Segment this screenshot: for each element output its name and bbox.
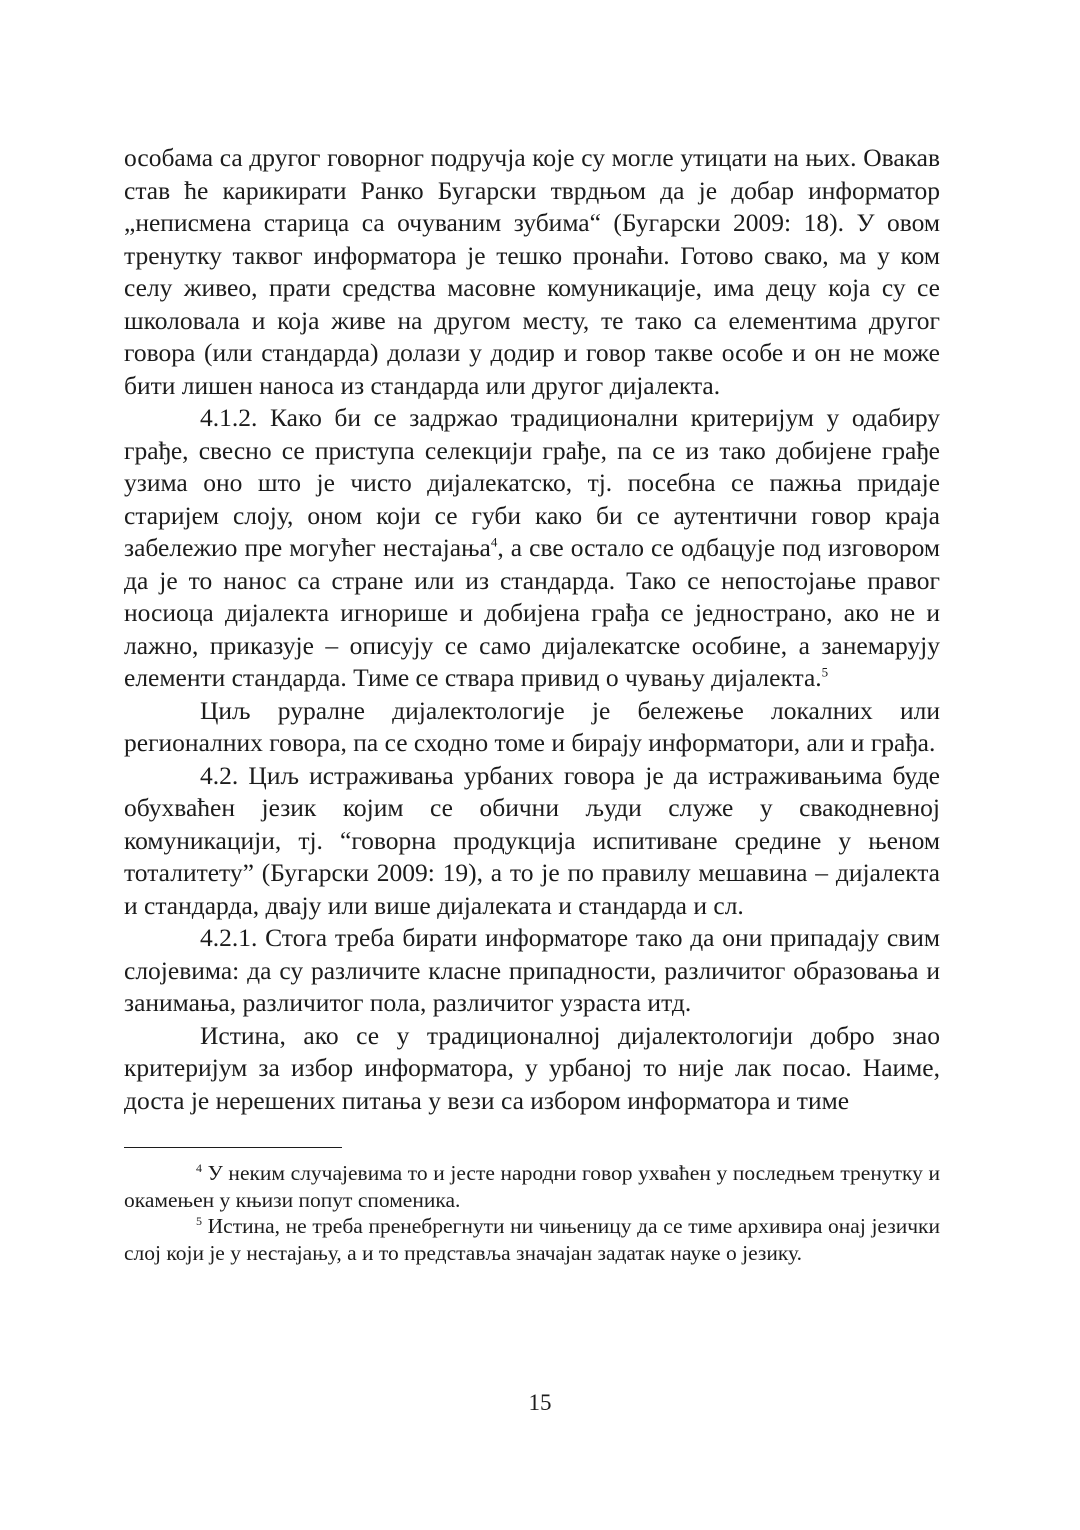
paragraph-4-1-2-part-a: 4.1.2. Како би се задржао традиционални критеријум у одабиру грађе, свесно се приступа селекцији грађе, па се из тако добијене грађе узима оно што је чисто дијалекатско, тј. посебна се пажња придаје старијем слоју, оном који се губи како би се аутентични говор краја забележио пре могућег нестајања [124, 403, 940, 562]
page-content [124, 142, 940, 1266]
paragraph-4-1-2-part-b: , а све остало се одбацује под изговором да је то нанос са стране или из стандарда. Тако се непостојање правог носиоца дијалекта игнорише и добијена грађа се једнострано, ако не и лажно, приказује – описују се само дијалекатске особине, а занемарују елементи стандарда. Тиме се ствара привид о чувању дијалекта. [124, 533, 940, 692]
footnote-mark-4: 4 [196, 1160, 202, 1175]
footnote-4 [124, 1160, 940, 1213]
paragraph-4-1-2 [124, 402, 940, 695]
paragraph-4-2-1: 4.2.1. Стога треба бирати информаторе тако да они припадају свим слојевима: да су различите класне припадности, различитог образовања и занимања, различитог пола, различитог узраста итд. [124, 923, 940, 1017]
body-text [124, 142, 940, 1117]
footnote-ref-5[interactable]: 5 [821, 664, 829, 680]
paragraph-informant-selection: Истина, ако се у традиционалној дијалектологији добро знао критеријум за избор информатора, у урбаној то није лак посао. Наиме, доста је нерешених питања у вези са избором информатора и тиме [124, 1020, 940, 1115]
footnote-5-text: Истина, не треба пренебрегнути ни чињеницу да се тиме архивира онај језички слој који је у нестајању, а и то представља значајан задатак науке о језику. [124, 1214, 940, 1265]
footnote-4-text: У неким случајевима то и јесте народни говор ухваћен у последњем тренутку и окамењен у књизи попут споменика. [124, 1161, 940, 1212]
footnote-ref-4[interactable]: 4 [490, 534, 498, 550]
footnote-5 [124, 1213, 940, 1266]
paragraph-rural-dialectology: Циљ руралне дијалектологије је бележење локалних или регионалних говора, па се сходно томе и бирају информатори, али и грађа. [124, 695, 940, 757]
footnote-separator [124, 1147, 342, 1148]
page-number: 15 [528, 1390, 552, 1415]
paragraph-4-2: 4.2. Циљ истраживања урбаних говора је да истраживањима буде обухваћен језик којим се обични људи служе у свакодневној комуникацији, тј. “говорна продукција испитиване средине у њеном тоталитету” (Бугарски 2009: 19), а то је по правилу мешавина – дијалекта и стандарда, двају или више дијалеката и стандарда и сл. [124, 760, 940, 920]
footnote-mark-5: 5 [196, 1213, 202, 1228]
footnotes [124, 1160, 940, 1266]
paragraph-1: особама са другог говорног подручја које су могле утицати на њих. Овакав став ће карикирати Ранко Бугарски тврдњом да је добар информатор „неписмена старица са очуваним зубима“ (Бугарски 2009: 18). У овом тренутку таквог информатора је тешко пронаћи. Готово свако, ма у ком селу живео, прати средства масовне комуникације, има децу која су се школовала и која живе на другом месту, те тако са елементима другог говора (или стандарда) долази у додир и говор такве особе и он не може бити лишен наноса из стандарда или другог дијалекта. [124, 143, 940, 400]
